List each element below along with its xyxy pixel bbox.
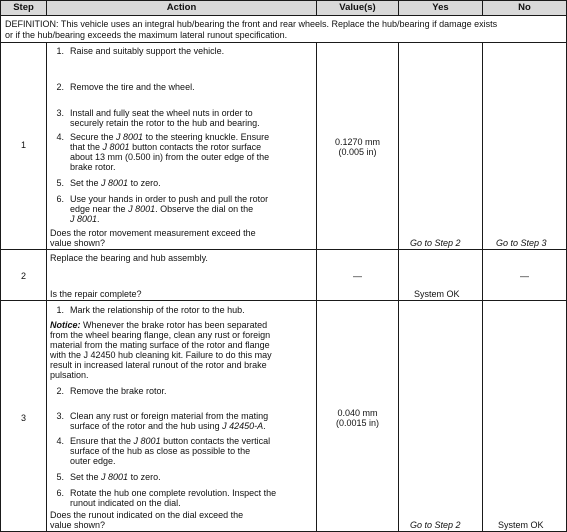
action-text: Remove the tire and the wheel.	[70, 82, 195, 92]
tool-ref: J 8001	[133, 436, 161, 446]
tool-ref: J 8001	[102, 142, 130, 152]
action-text: Ensure that the J 8001 button contacts the vertical	[70, 436, 271, 446]
step-number: 2	[20, 271, 26, 281]
action-text: Clean any rust or foreign material from the mating	[70, 411, 269, 421]
list-number: 4.	[56, 132, 64, 142]
question-text: value shown?	[50, 520, 106, 530]
notice-text: pulsation.	[50, 370, 89, 380]
list-number: 6.	[56, 488, 64, 498]
list-number: 6.	[56, 194, 64, 204]
value-metric: 0.040 mm	[337, 408, 378, 418]
tool-ref: J 8001	[101, 178, 129, 188]
definition-line-2: or if the hub/bearing exceeds the maximum lateral runout specification.	[5, 30, 288, 40]
action-text: Use your hands in order to push and pull the rotor	[70, 194, 269, 204]
list-number: 2.	[56, 82, 64, 92]
rule	[482, 42, 483, 532]
action-text: Rotate the hub one complete revolution. Inspect the	[70, 488, 277, 498]
yes-action: Go to Step 2	[410, 520, 461, 530]
value-imperial: (0.005 in)	[338, 147, 377, 157]
tool-ref: J 42450-A	[222, 421, 264, 431]
list-number: 3.	[56, 108, 64, 118]
action-text: J 8001.	[70, 214, 100, 224]
header-action: Action	[166, 2, 197, 13]
list-number: 1.	[56, 46, 64, 56]
header-no: No	[518, 2, 531, 13]
action-text: surface of the hub as close as possible to the	[70, 446, 251, 456]
rule	[398, 42, 399, 532]
action-text: Set the J 8001 to zero.	[70, 178, 161, 188]
action-text: that the J 8001 button contacts the rotor surface	[70, 142, 262, 152]
notice-text: with the J 42450 hub cleaning kit. Failure to do this may	[50, 350, 272, 360]
value-text: —	[353, 271, 362, 281]
tool-ref: J 8001	[128, 204, 156, 214]
action-text: securely retain the rotor to the hub and bearing.	[70, 118, 260, 128]
action-text: outer edge.	[70, 456, 116, 466]
no-action: Go to Step 3	[496, 238, 547, 248]
rule	[46, 42, 47, 532]
list-number: 2.	[56, 386, 64, 396]
action-text: Mark the relationship of the rotor to the hub.	[70, 305, 245, 315]
action-text: about 13 mm (0.500 in) from the outer edge of the	[70, 152, 270, 162]
question-text: value shown?	[50, 238, 106, 248]
list-number: 1.	[56, 305, 64, 315]
notice-text: result in increased lateral runout of the rotor and brake	[50, 360, 267, 370]
question-text: Is the repair complete?	[50, 289, 142, 299]
action-text: Install and fully seat the wheel nuts in order to	[70, 108, 253, 118]
no-action: —	[520, 271, 529, 281]
header-values: Value(s)	[339, 2, 376, 13]
yes-action: System OK	[414, 289, 460, 299]
yes-action: Go to Step 2	[410, 238, 461, 248]
notice-label: Notice:	[50, 320, 81, 330]
list-number: 5.	[56, 472, 64, 482]
action-text: runout indicated on the dial.	[70, 498, 181, 508]
notice-text: material from the mating surface of the rotor and flange	[50, 340, 270, 350]
action-text: Raise and suitably support the vehicle.	[70, 46, 225, 56]
action-text: Remove the brake rotor.	[70, 386, 167, 396]
list-number: 4.	[56, 436, 64, 446]
action-text: edge near the J 8001. Observe the dial on the	[70, 204, 254, 214]
list-number: 5.	[56, 178, 64, 188]
rule	[316, 42, 317, 532]
header-step: Step	[13, 2, 34, 13]
step-number: 3	[20, 413, 26, 423]
tool-ref: J 8001	[70, 214, 98, 224]
tool-ref: J 8001	[101, 472, 129, 482]
action-text: brake rotor.	[70, 162, 116, 172]
notice-text: Notice: Whenever the brake rotor has been separated	[50, 320, 268, 330]
list-number: 3.	[56, 411, 64, 421]
rule	[0, 0, 1, 532]
action-text: Replace the bearing and hub assembly.	[50, 253, 208, 263]
question-text: Does the rotor movement measurement exceed the	[50, 228, 256, 238]
tool-ref: J 8001	[116, 132, 144, 142]
definition-line-1: DEFINITION: This vehicle uses an integral hub/bearing the front and rear wheels. Replace the hub/bearing if damage exists	[5, 19, 498, 29]
action-text: Set the J 8001 to zero.	[70, 472, 161, 482]
value-imperial: (0.0015 in)	[335, 418, 380, 428]
action-text: Secure the J 8001 to the steering knuckle. Ensure	[70, 132, 270, 142]
header-yes: Yes	[432, 2, 449, 13]
step-number: 1	[20, 140, 26, 150]
action-text: surface of the rotor and the hub using J 42450-A.	[70, 421, 266, 431]
notice-text: from the wheel bearing flange, clean any rust or foreign	[50, 330, 271, 340]
no-action: System OK	[498, 520, 544, 530]
value-metric: 0.1270 mm	[334, 137, 381, 147]
question-text: Does the runout indicated on the dial exceed the	[50, 510, 244, 520]
